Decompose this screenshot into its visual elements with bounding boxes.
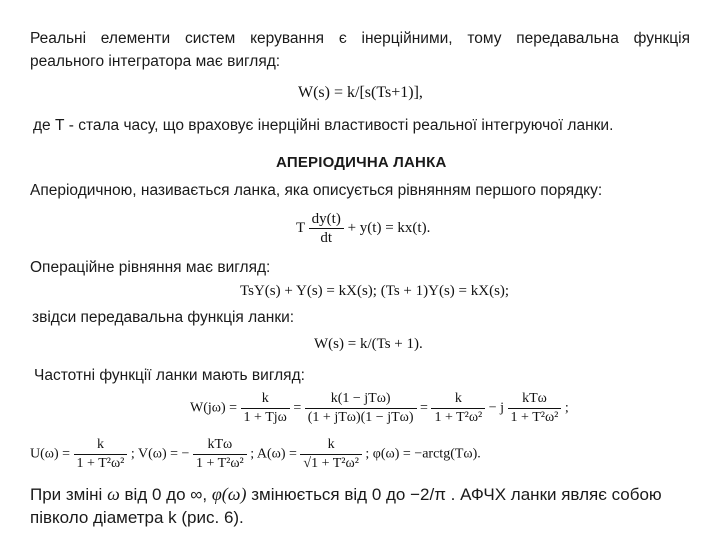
freq-frac-3-num: k <box>454 391 462 406</box>
freq-frac-1 <box>241 390 290 427</box>
operator-intro: Операційне рівняння має вигляд: <box>30 259 271 276</box>
freq-frac-3-den: 1 + T²ω² <box>431 408 485 427</box>
a-frac <box>300 436 362 473</box>
formula-frequency-response <box>190 390 569 427</box>
de-fraction <box>309 210 344 247</box>
freq-frac-2 <box>305 390 417 427</box>
final-phi: φ(ω) <box>211 484 247 504</box>
final-part-1: При зміні <box>30 485 103 504</box>
freq-frac-2-num: k(1 − jTω) <box>330 391 391 406</box>
freq-eq-2: = <box>420 400 428 416</box>
u-num: k <box>96 437 104 452</box>
freq-end: ; <box>564 400 569 416</box>
de-tail: + y(t) = kx(t). <box>347 219 431 236</box>
phi-expression: ; φ(ω) = −arctg(Tω). <box>365 446 481 462</box>
formula-integrator: W(s) = k/[s(Ts+1)], <box>298 84 423 101</box>
u-frac <box>74 436 128 473</box>
v-frac <box>193 436 247 473</box>
intro-line-2: реального інтегратора має вигляд: <box>30 53 281 70</box>
freq-intro: Частотні функції ланки мають вигляд: <box>34 367 305 384</box>
freq-frac-4 <box>508 390 562 427</box>
v-den: 1 + T²ω² <box>193 454 247 473</box>
freq-frac-3 <box>431 390 485 427</box>
u-lhs: U(ω) = <box>30 446 71 462</box>
freq-eq-1: = <box>293 400 302 416</box>
freq-frac-4-num: kTω <box>522 391 547 406</box>
t-definition: де Т - стала часу, що враховує інерційні властивості реальної інтегруючої ланки. <box>33 117 614 134</box>
v-lhs: ; V(ω) = − <box>130 446 190 462</box>
v-num: kTω <box>207 437 233 452</box>
freq-frac-1-num: k <box>261 391 269 406</box>
final-paragraph-line-2: півколо діаметра k (рис. 6). <box>30 508 244 527</box>
freq-minus-j: − j <box>488 400 505 416</box>
final-part-3: змінюється від 0 до −2/π . АФЧХ ланки являє собою <box>251 485 662 504</box>
a-den: √1 + T²ω² <box>300 454 362 473</box>
intro-line-1: Реальні елементи систем керування є інерційними, тому передавальна функція <box>30 30 690 47</box>
transfer-intro: звідси передавальна функція ланки: <box>32 309 295 326</box>
section-heading: АПЕРІОДИЧНА ЛАНКА <box>276 154 447 171</box>
final-paragraph-line-1 <box>30 484 662 505</box>
a-num: k <box>327 437 335 452</box>
freq-frac-2-den: (1 + jTω)(1 − jTω) <box>305 408 417 427</box>
de-numerator: dy(t) <box>311 211 341 227</box>
formula-transfer: W(s) = k/(Ts + 1). <box>314 336 423 352</box>
de-denominator: dt <box>309 228 344 247</box>
formula-differential-equation <box>296 210 430 247</box>
aperiodic-definition: Аперіодичною, називається ланка, яка описується рівнянням першого порядку: <box>30 182 603 199</box>
formula-operator: TsY(s) + Y(s) = kX(s); (Ts + 1)Y(s) = kX(s); <box>240 283 510 299</box>
a-lhs: ; A(ω) = <box>250 446 297 462</box>
de-lead: T <box>296 219 305 236</box>
freq-frac-1-den: 1 + Tjω <box>241 408 290 427</box>
final-part-2: від 0 до ∞, <box>124 485 208 504</box>
formula-components <box>30 436 481 473</box>
u-den: 1 + T²ω² <box>74 454 128 473</box>
final-omega: ω <box>107 484 120 504</box>
freq-lhs: W(jω) = <box>190 400 238 416</box>
freq-frac-4-den: 1 + T²ω² <box>508 408 562 427</box>
